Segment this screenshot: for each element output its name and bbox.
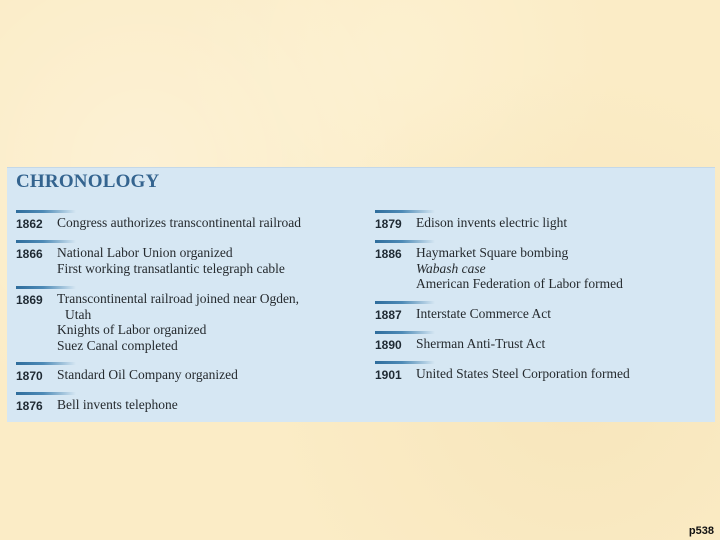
entry-event: Knights of Labor organized <box>57 322 207 337</box>
entry-event: Utah <box>65 306 92 322</box>
entry-events <box>416 245 623 292</box>
entry-events <box>416 336 545 352</box>
entry-event: Sherman Anti-Trust Act <box>416 336 546 351</box>
entry-events <box>57 397 178 413</box>
entry-event: Congress authorizes transcontinental railroad <box>57 215 302 230</box>
entry-accent-bar <box>375 301 435 304</box>
entry-accent-bar <box>16 210 76 213</box>
chronology-title: CHRONOLOGY <box>16 171 160 192</box>
entry-event: Transcontinental railroad joined near Ogden, <box>57 291 300 306</box>
entry-event: Edison invents electric light <box>416 215 568 230</box>
entry-event: Suez Canal completed <box>57 337 178 353</box>
page-reference: p538 <box>688 525 714 537</box>
entry-accent-bar <box>375 331 435 334</box>
entry-year: 1876 <box>16 399 43 413</box>
entry-events <box>57 215 301 231</box>
entry-accent-bar <box>16 286 76 289</box>
entry-event: First working transatlantic telegraph cable <box>57 260 285 276</box>
entry-year: 1870 <box>16 369 43 383</box>
entry-event: United States Steel Corporation formed <box>416 366 630 381</box>
entry-year: 1866 <box>16 247 43 261</box>
entry-event: National Labor Union organized <box>57 245 233 260</box>
entry-accent-bar <box>375 240 435 243</box>
chronology-panel <box>7 167 715 422</box>
entry-year: 1886 <box>375 247 402 261</box>
entry-accent-bar <box>16 362 76 365</box>
entry-accent-bar <box>375 361 435 364</box>
entry-events <box>416 306 551 322</box>
entry-event: Haymarket Square bombing <box>416 245 569 260</box>
entry-events <box>57 291 299 353</box>
entry-event: American Federation of Labor formed <box>416 276 623 291</box>
entry-event: Bell invents telephone <box>57 397 178 412</box>
entry-accent-bar <box>16 240 76 243</box>
entry-year: 1901 <box>375 368 402 382</box>
entry-year: 1887 <box>375 308 402 322</box>
entry-events <box>416 366 630 382</box>
entry-event: Interstate Commerce Act <box>416 306 551 321</box>
entry-events <box>416 215 567 231</box>
entry-events <box>57 245 285 276</box>
entry-event: Standard Oil Company organized <box>57 367 238 382</box>
entry-year: 1879 <box>375 217 402 231</box>
entry-event: Wabash case <box>416 260 486 276</box>
entry-accent-bar <box>16 392 76 395</box>
entry-accent-bar <box>375 210 435 213</box>
entry-year: 1890 <box>375 338 402 352</box>
entry-year: 1862 <box>16 217 43 231</box>
entry-year: 1869 <box>16 293 43 307</box>
entry-events <box>57 367 238 383</box>
